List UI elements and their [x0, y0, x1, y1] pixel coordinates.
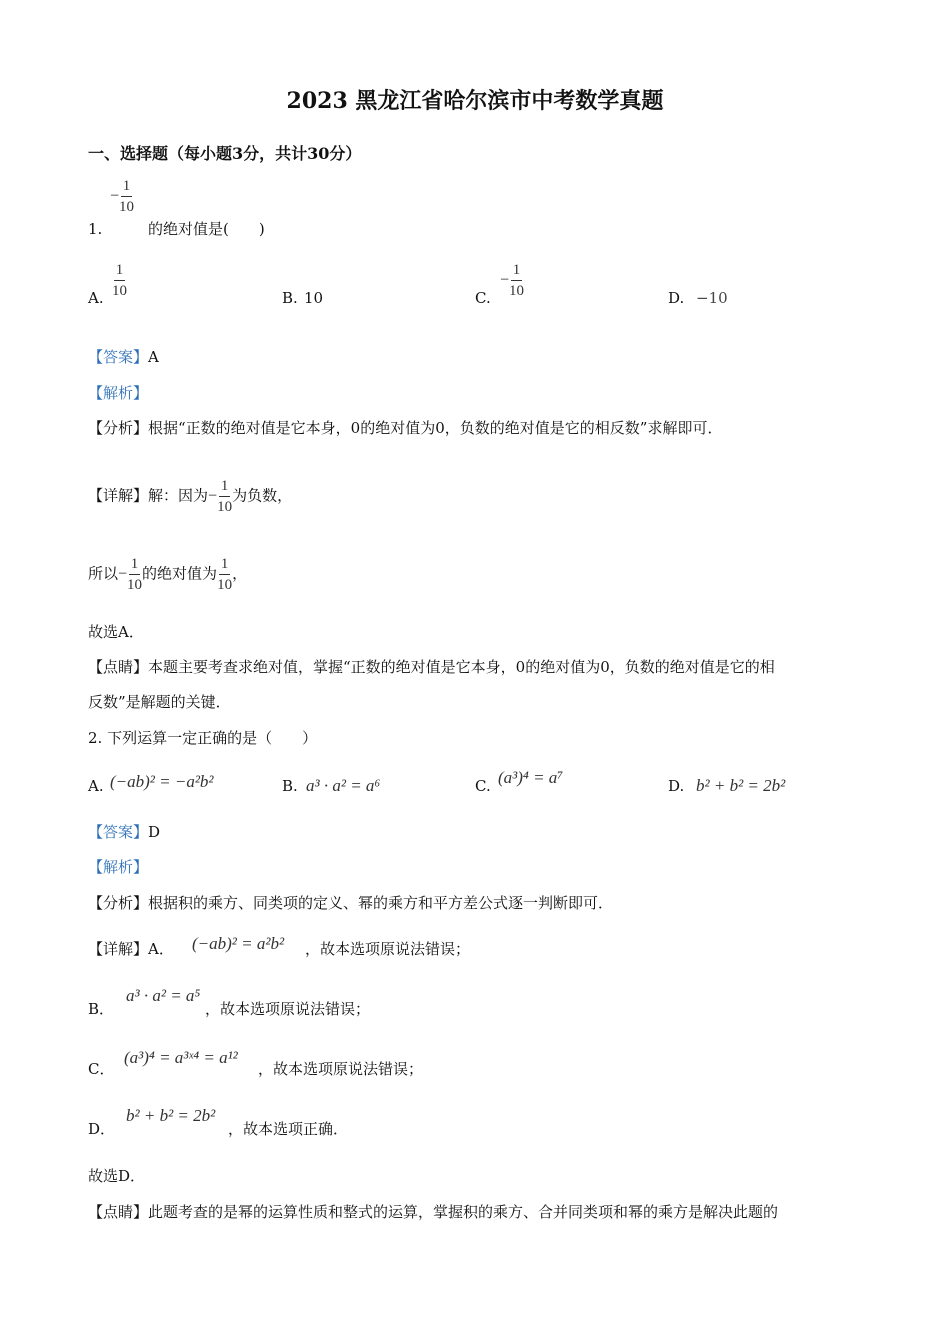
q2-analysis-tag: 【解析】 [88, 858, 149, 876]
q2-option-a-expr: (−ab)² = −a²b² [110, 772, 214, 791]
q1-number: 1. [88, 220, 103, 238]
q1-option-a-label: A. [88, 289, 104, 307]
q2-detail-c-note: ，故本选项原说法错误； [258, 1060, 424, 1078]
q2-option-c-expr: (a³)⁴ = a⁷ [498, 768, 564, 787]
q1-dianjing-line1: 【点睛】本题主要考查求绝对值，掌握“正数的绝对值是它本身，0的绝对值为0，负数的绝对值是它的相 [88, 658, 775, 676]
q2-choose: 故选D． [88, 1167, 146, 1185]
fraction: $\frac{1}{10}$ [119, 178, 135, 215]
q2-detail-c-expr: (a³)⁴ = a³ˣ⁴ = a¹² [124, 1048, 238, 1067]
q1-option-b-text: 10 [304, 289, 324, 307]
q2-option-b-label: B. [282, 777, 298, 795]
q1-option-d-label: D. [668, 289, 685, 307]
q2-answer: 【答案】D [88, 823, 161, 841]
q1-dianjing-line2: 反数”是解题的关键． [88, 693, 231, 711]
q2-detail-c-label: C． [88, 1060, 115, 1078]
q1-option-a-fraction: $\frac{1}{10}$ [112, 262, 127, 299]
q1-answer: 【答案】A [88, 348, 159, 366]
q2-detail-d-label: D． [88, 1120, 116, 1138]
q2-option-d-label: D. [668, 777, 685, 795]
q2-detail-b-expr: a³ · a² = a⁵ [126, 986, 201, 1005]
q1-option-c-label: C. [475, 289, 491, 307]
q2-option-b-expr: a³ · a² = a⁶ [306, 776, 381, 795]
q2-fenxi: 【分析】根据积的乘方、同类项的定义、幂的乘方和平方差公式逐一判断即可． [88, 894, 614, 912]
q1-fenxi: 【分析】根据“正数的绝对值是它本身，0的绝对值为0，负数的绝对值是它的相反数”求解即可． [88, 419, 723, 437]
section-heading: 一、选择题（每小题3分，共计30分） [88, 144, 362, 163]
minus-sign: − [110, 187, 120, 205]
q1-choose: 故选A． [88, 623, 144, 641]
q1-stem: 的绝对值是( ) [148, 220, 265, 238]
q1-stem-fraction [110, 178, 134, 215]
q1-analysis-tag: 【解析】 [88, 384, 149, 402]
q2-option-d-expr: b² + b² = 2b² [696, 776, 786, 795]
q1-option-c-fraction: − $\frac{1}{10}$ [500, 262, 525, 299]
q2-detail-b-note: ，故本选项原说法错误； [205, 1000, 371, 1018]
q2-detail-d-note: ，故本选项正确． [228, 1120, 349, 1138]
fraction: $\frac{1}{10}$ [217, 478, 233, 515]
q1-option-b-label: B. [282, 289, 298, 307]
q2-detail-a: 【详解】A． [88, 940, 174, 958]
q1-option-d-text: −10 [696, 289, 728, 307]
q2-detail-b-label: B． [88, 1000, 115, 1018]
q2-option-c-label: C. [475, 777, 491, 795]
q2-detail-d-expr: b² + b² = 2b² [126, 1106, 216, 1125]
q2-detail-a-note: ，故本选项原说法错误； [305, 940, 471, 958]
page-title: 2023 黑龙江省哈尔滨市中考数学真题 [286, 88, 664, 114]
q2-dianjing: 【点睛】此题考查的是幂的运算性质和整式的运算，掌握积的乘方、合并同类项和幂的乘方是解决此题的 [88, 1203, 779, 1221]
q2-option-a-label: A. [88, 777, 104, 795]
q1-so: 所以− $\frac{1}{10}$ 的绝对值为 $\frac{1}{10}$ ， [88, 556, 248, 593]
q2-detail-a-expr: (−ab)² = a²b² [192, 934, 285, 953]
q2-stem: 2. 下列运算一定正确的是（ ） [88, 729, 318, 747]
q1-detail: 【详解】解：因为− $\frac{1}{10}$ 为负数， [88, 478, 293, 515]
